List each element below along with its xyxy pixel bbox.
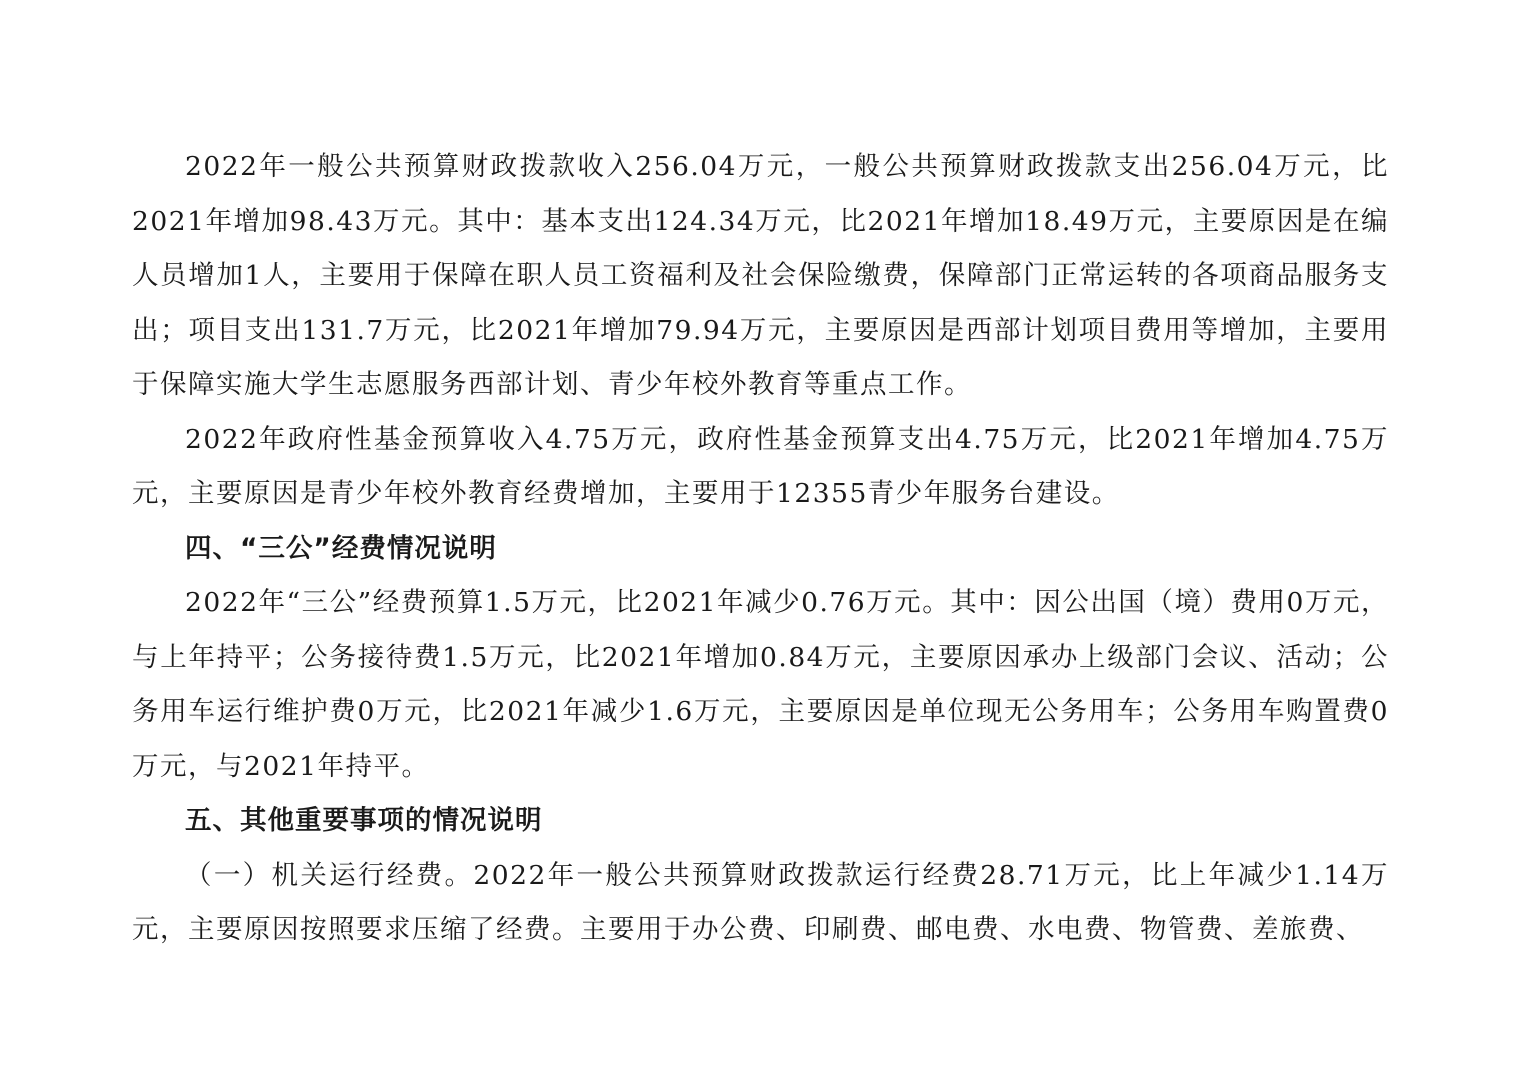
section-heading-other-matters: 五、其他重要事项的情况说明 xyxy=(185,805,543,836)
paragraph-government-fund: 2022年政府性基金预算收入4.75万元，政府性基金预算支出4.75万元，比2021年增加4.75万元，主要原因是青少年校外教育经费增加，主要用于12355青少年服务台建设。 xyxy=(132,423,1389,509)
section-heading-three-public: 四、“三公”经费情况说明 xyxy=(185,532,497,564)
document-body xyxy=(132,140,1389,958)
paragraph-general-budget: 2022年一般公共预算财政拨款收入256.04万元，一般公共预算财政拨款支出256.04万元，比2021年增加98.43万元。其中：基本支出124.34万元，比2021年增加18.49万元，主要原因是在编人员增加1人，主要用于保障在职人员工资福利及社会保险缴费，保障部门正常运转的各项商品服务支出；项目支出131.7万元，比2021年增加79.94万元，主要原因是西部计划项目费用等增加，主要用于保障实施大学生志愿服务西部计划、青少年校外教育等重点工作。 xyxy=(132,151,1389,400)
paragraph-three-public-expenses: 2022年“三公”经费预算1.5万元，比2021年减少0.76万元。其中：因公出国（境）费用0万元，与上年持平；公务接待费1.5万元，比2021年增加0.84万元，主要原因承办上级部门会议、活动；公务用车运行维护费0万元，比2021年减少1.6万元，主要原因是单位现无公务用车；公务用车购置费0万元，与2021年持平。 xyxy=(132,587,1389,782)
paragraph-agency-operating-costs: （一）机关运行经费。2022年一般公共预算财政拨款运行经费28.71万元，比上年减少1.14万元，主要原因按照要求压缩了经费。主要用于办公费、印刷费、邮电费、水电费、物管费、差旅费、 xyxy=(132,859,1389,945)
